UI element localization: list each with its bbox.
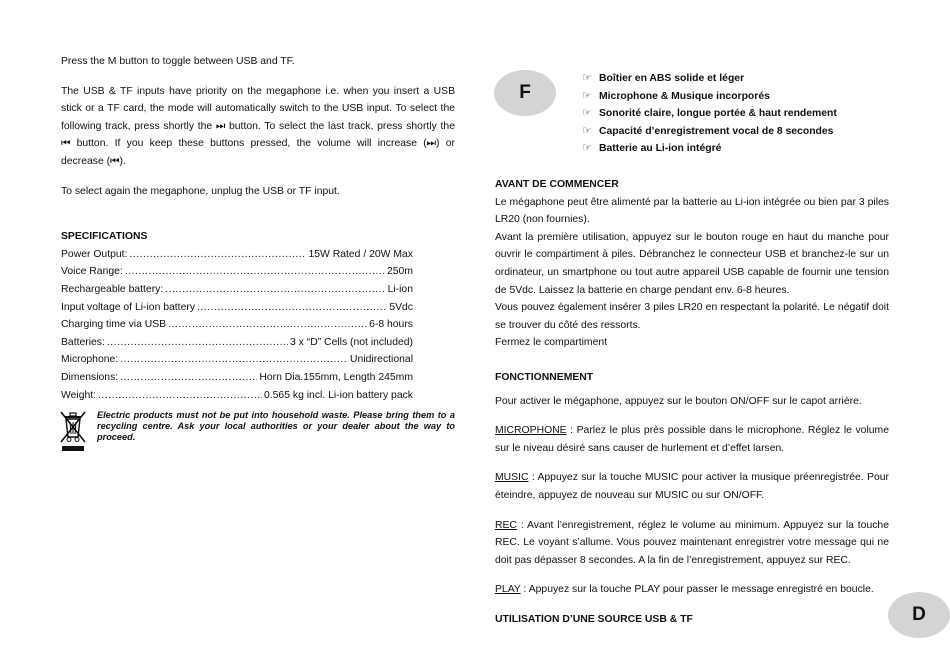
feature-item (582, 70, 837, 88)
weee-notice (59, 410, 455, 443)
spec-row (61, 263, 413, 281)
spec-row (61, 369, 413, 387)
music-text: : Appuyez sur la touche MUSIC pour activer la musique préenregistrée. Pour éteindre, appuyez de nouveau sur MUSIC ou sur ON/OFF. (495, 472, 889, 501)
paragraph-close-compartment: Fermez le compartiment (495, 337, 608, 349)
paragraph-power-source: Le mégaphone peut être alimenté par la batterie au Li-ion intégrée ou bien par 3 piles LR20 (non fournies). (495, 196, 889, 226)
paragraph-reselect-megaphone: To select again the megaphone, unplug the USB or TF input. (61, 185, 340, 197)
pointing-hand-icon: ☞ (582, 89, 592, 102)
spec-row (61, 316, 413, 334)
spec-value: 5Vdc (389, 301, 413, 313)
feature-label: Batterie au Li-ion intégré (599, 143, 722, 155)
play-label: PLAY (495, 584, 521, 596)
spec-value: Horn Dia.155mm, Length 245mm (259, 371, 413, 383)
spec-row (61, 334, 413, 352)
paragraph-rec (495, 517, 889, 570)
spec-row (61, 246, 413, 264)
spec-row (61, 299, 413, 317)
spec-value: 250m (387, 266, 413, 278)
feature-item (582, 123, 837, 141)
spec-key: Weight: (61, 389, 97, 401)
play-text: : Appuyez sur la touche PLAY pour passer le message enregistré en boucle. (520, 584, 874, 596)
specifications-heading: SPECIFICATIONS (61, 231, 148, 243)
dot-leader (120, 369, 257, 387)
spec-key: Microphone: (61, 354, 119, 366)
feature-label: Capacité d’enregistrement vocal de 8 secondes (599, 125, 834, 137)
dot-leader (120, 351, 348, 369)
spec-value: Li-ion (387, 283, 413, 295)
dot-leader (125, 263, 385, 281)
microphone-text: : Parlez le plus près possible dans le microphone. Réglez le volume sur le niveau désiré sans causer de hurlement et d’effet larsen. (495, 425, 889, 454)
dot-leader (197, 299, 387, 317)
dot-leader (107, 334, 288, 352)
heading-avant-de-commencer: AVANT DE COMMENCER (495, 179, 619, 190)
paragraph-music (495, 469, 889, 504)
dot-leader (98, 387, 262, 405)
spec-row (61, 387, 413, 405)
heading-usb-tf-source: UTILISATION D’UNE SOURCE USB & TF (495, 613, 693, 625)
microphone-label: MICROPHONE (495, 425, 567, 437)
spec-key: Batteries: (61, 336, 105, 348)
spec-value: 6-8 hours (369, 319, 413, 331)
spec-key: Dimensions: (61, 371, 119, 383)
crossed-bin-icon (59, 410, 87, 452)
right-column (495, 176, 889, 628)
pointing-hand-icon: ☞ (582, 142, 592, 155)
feature-list (582, 70, 837, 158)
spec-value: 3 x “D” Cells (not included) (290, 336, 413, 348)
feature-item (582, 105, 837, 123)
spec-key: Input voltage of Li-ion battery (61, 301, 196, 313)
feature-label: Microphone & Musique incorporés (599, 90, 770, 102)
paragraph-first-use: Avant la première utilisation, appuyez sur le bouton rouge en haut du manche pour ouvrir le compartiment à piles. Débranchez le connecteur USB et branchez-le sur un ordinateur, un smartphone ou tout autre appareil USB capable de fournir une tension de 5Vdc. Laissez la batterie en charge pendant env. 6-8 heures. (495, 231, 889, 296)
feature-label: Sonorité claire, longue portée & haut rendement (599, 108, 837, 120)
left-column (61, 53, 455, 404)
paragraph-mode-toggle: Press the M button to toggle between USB and TF. (61, 56, 295, 67)
paragraph-activate: Pour activer le mégaphone, appuyez sur le bouton ON/OFF sur le capot arrière. (495, 395, 862, 407)
pointing-hand-icon: ☞ (582, 72, 592, 84)
rec-text: : Avant l’enregistrement, réglez le volume au minimum. Appuyez sur la touche REC. Le voyant s’allume. Vous pouvez maintenant enregistrer votre message qui ne doit pas dépasser 8 secondes. A la fin de l’enregistrement, appuyez sur REC. (495, 519, 889, 566)
pointing-hand-icon: ☞ (582, 124, 592, 137)
heading-fonctionnement: FONCTIONNEMENT (495, 371, 594, 383)
spec-value: 15W Rated / 20W Max (308, 248, 413, 260)
paragraph-batteries: Vous pouvez également insérer 3 piles LR20 en respectant la polarité. Le négatif doit se trouver du côté des ressorts. (495, 302, 889, 331)
pointing-hand-icon: ☞ (582, 107, 592, 120)
feature-label: Boîtier en ABS solide et léger (599, 73, 745, 84)
paragraph-microphone (495, 422, 889, 457)
spec-row (61, 281, 413, 299)
dot-leader (165, 281, 385, 299)
spec-key: Power Output: (61, 248, 128, 260)
spec-key: Voice Range: (61, 266, 123, 278)
paragraph-play (495, 581, 889, 599)
paragraph-usb-tf-priority: The USB & TF inputs have priority on the megaphone i.e. when you insert a USB stick or a TF card, the mode will automatically switch to the USB input. To select the following track, press shortly the ⏭ button. To select the last track, press shortly the ⏮ button. If you keep these buttons pressed, the volume will increase (⏭) or decrease (⏮). (61, 85, 455, 167)
language-badge-f: F (494, 70, 556, 116)
spec-value: 0.565 kg incl. Li-ion battery pack (263, 389, 413, 401)
feature-item (582, 88, 837, 106)
music-label: MUSIC (495, 472, 529, 484)
language-badge-d: D (888, 592, 950, 638)
spec-key: Charging time via USB (61, 319, 167, 331)
weee-disposal-text: Electric products must not be put into household waste. Please bring them to a recycling centre. Ask your local authorities or your dealer about the way to proceed. (97, 410, 455, 442)
dot-leader (168, 316, 367, 334)
specifications-list (61, 246, 455, 404)
spec-value: Unidirectional (350, 354, 413, 366)
spec-row (61, 351, 413, 369)
spec-key: Rechargeable battery: (61, 283, 164, 295)
dot-leader (129, 246, 306, 264)
feature-item (582, 140, 837, 158)
rec-label: REC (495, 519, 517, 531)
